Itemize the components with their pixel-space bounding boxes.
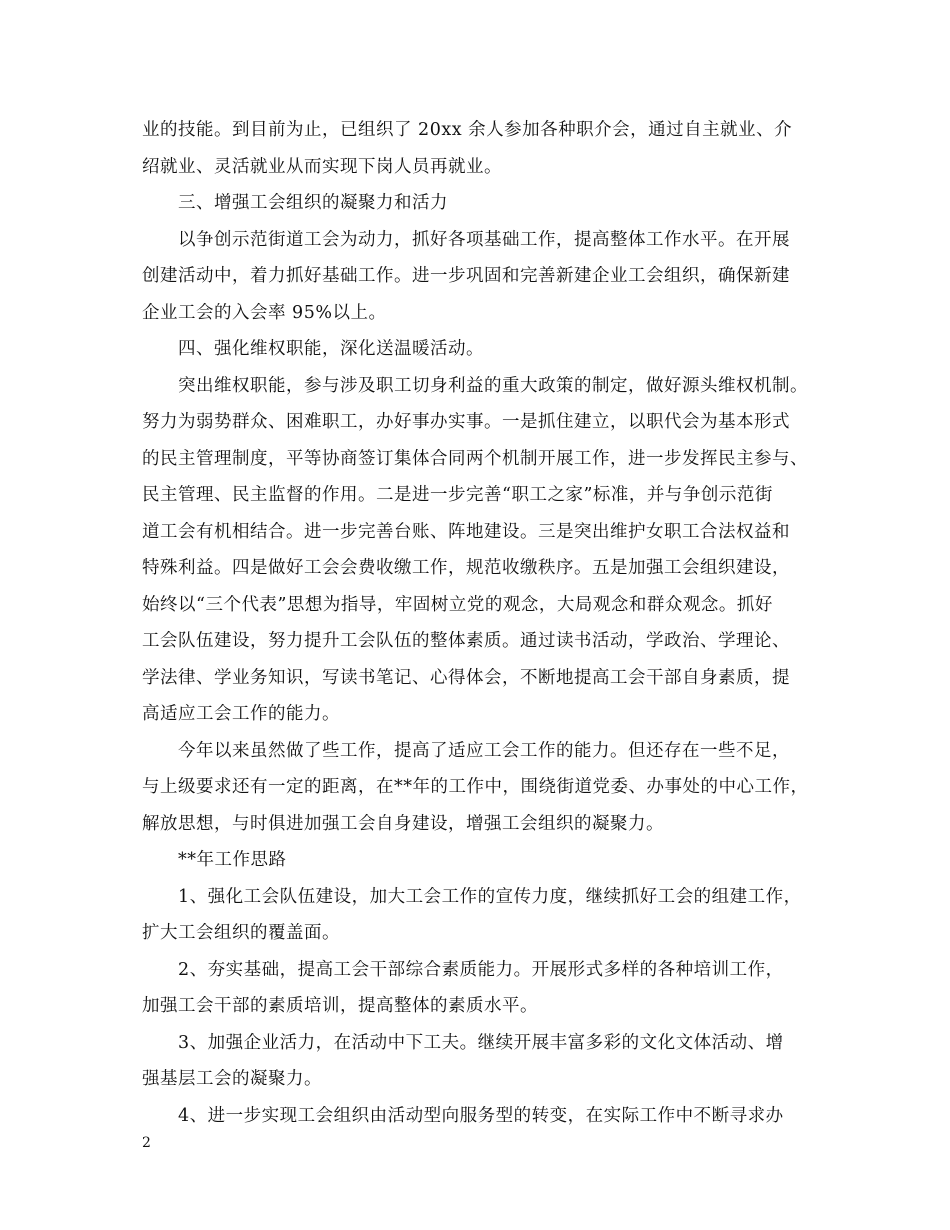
text-line: 2、夯实基础，提高工会干部综合素质能力。开展形式多样的各种培训工作，	[178, 960, 784, 980]
text-line: 工会队伍建设，努力提升工会队伍的整体素质。通过读书活动，学政治、学理论、	[142, 631, 790, 651]
text-line: 特殊利益。四是做好工会会费收缴工作，规范收缴秩序。五是加强工会组织建设，	[142, 558, 790, 578]
text-line: 1、强化工会队伍建设，加大工会工作的宣传力度，继续抓好工会的组建工作，	[178, 887, 802, 907]
text-line: 加强工会干部的素质培训，提高整体的素质水平。	[142, 996, 538, 1016]
text-line: 突出维权职能，参与涉及职工切身利益的重大政策的制定，做好源头维权机制。	[178, 376, 808, 396]
text-line: 民主管理、民主监督的作用。二是进一步完善“职工之家”标准，并与争创示范街	[142, 485, 773, 505]
text-line: 4、进一步实现工会组织由活动型向服务型的转变，在实际工作中不断寻求办	[178, 1106, 784, 1126]
text-line: 创建活动中，着力抓好基础工作。进一步巩固和完善新建企业工会组织，确保新建	[142, 266, 790, 286]
text-line: 业的技能。到目前为止，已组织了 20xx 余人参加各种职介会，通过自主就业、介	[142, 120, 793, 140]
text-line: 始终以“三个代表”思想为指导，牢固树立党的观念，大局观念和群众观念。抓好	[142, 595, 773, 615]
text-line: 今年以来虽然做了些工作，提高了适应工会工作的能力。但还存在一些不足，	[178, 741, 790, 761]
text-line: 强基层工会的凝聚力。	[142, 1069, 322, 1089]
text-line: 的民主管理制度，平等协商签订集体合同两个机制开展工作，进一步发挥民主参与、	[142, 449, 808, 469]
text-line: 学法律、学业务知识，写读书笔记、心得体会，不断地提高工会干部自身素质，提	[142, 668, 790, 688]
text-line: 以争创示范街道工会为动力，抓好各项基础工作，提高整体工作水平。在开展	[178, 230, 790, 250]
text-line: 3、加强企业活力，在活动中下工夫。继续开展丰富多彩的文化文体活动、增	[178, 1033, 784, 1053]
text-line: 绍就业、灵活就业从而实现下岗人员再就业。	[142, 157, 502, 177]
text-line: 努力为弱势群众、困难职工，办好事办实事。一是抓住建立，以职代会为基本形式	[142, 412, 790, 432]
page-number: 2	[142, 1135, 151, 1151]
text-line: 道工会有机相结合。进一步完善台账、阵地建设。三是突出维护女职工合法权益和	[142, 522, 790, 542]
text-line: 扩大工会组织的覆盖面。	[142, 923, 340, 943]
text-line: 与上级要求还有一定的距离，在**年的工作中，围绕街道党委、办事处的中心工作，	[142, 777, 809, 797]
section-heading: 四、强化维权职能，深化送温暖活动。	[178, 339, 484, 359]
text-line: 高适应工会工作的能力。	[142, 704, 340, 724]
text-line: 解放思想，与时俱进加强工会自身建设，增强工会组织的凝聚力。	[142, 814, 664, 834]
section-heading: 三、增强工会组织的凝聚力和活力	[178, 193, 448, 213]
text-line: 企业工会的入会率 95%以上。	[142, 303, 387, 323]
section-heading: **年工作思路	[178, 850, 287, 870]
